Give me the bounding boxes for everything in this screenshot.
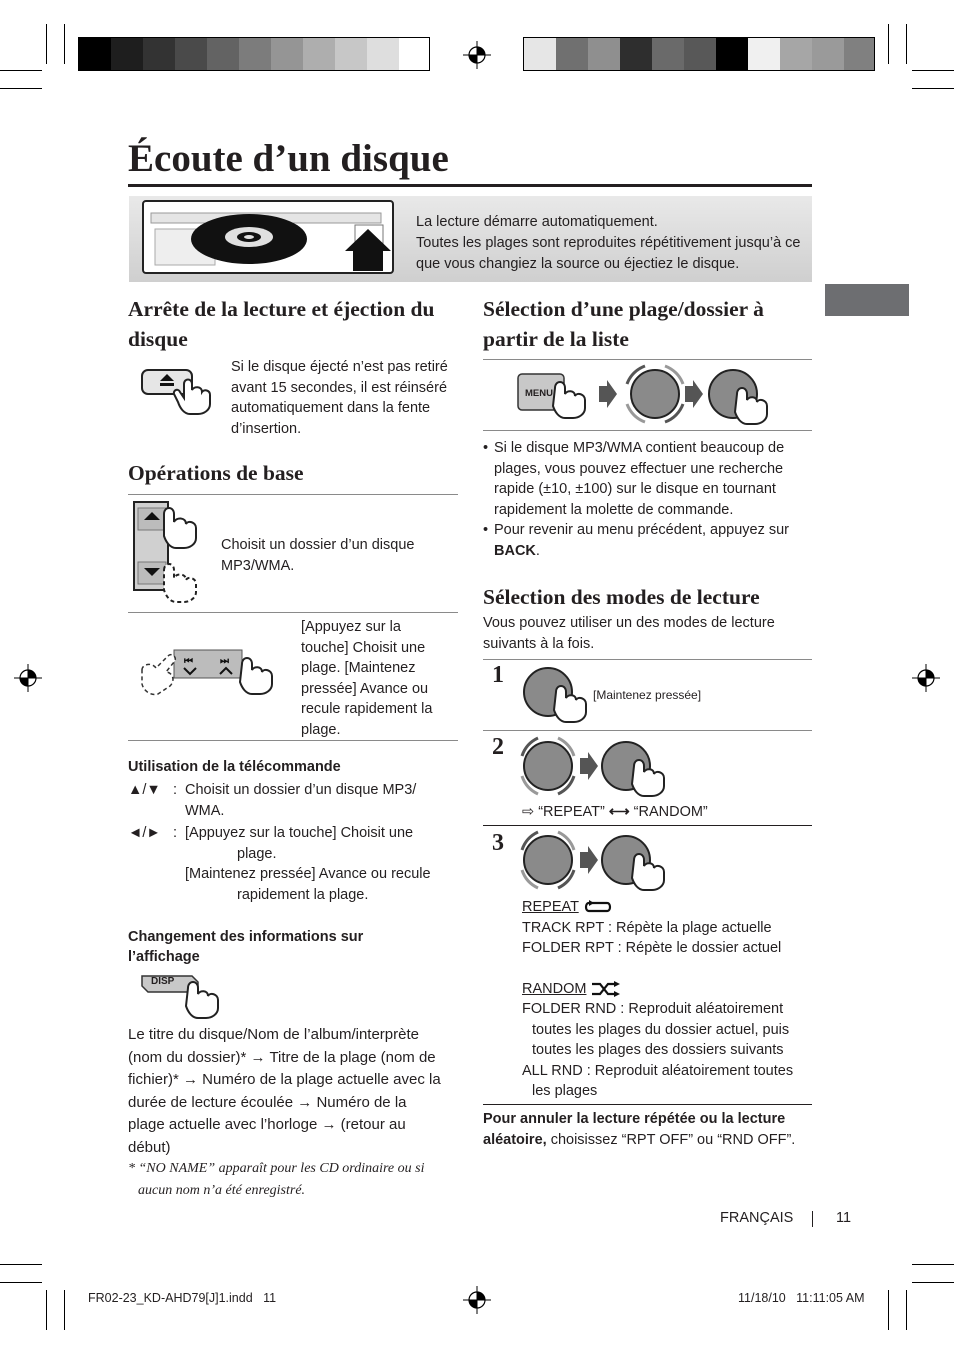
svg-text:⏮: ⏮ — [184, 656, 193, 667]
title-underline — [128, 184, 812, 187]
random-label: RANDOM — [522, 980, 587, 997]
remote-key-left-right: ◄/► — [128, 825, 161, 841]
gray-color-bar-left — [78, 37, 430, 71]
repeat-random-toggle — [522, 802, 708, 823]
list-select-bullet-1: Si le disque MP3/WMA contient beaucoup de plages, vous pouvez effectuer une recherche rapide (±10, ±100) sur le disque en tournant rapidement la molette de commande. — [494, 440, 785, 518]
shuffle-icon — [590, 981, 620, 997]
double-arrow-icon: ⟷ — [608, 804, 630, 820]
footer-file-name: FR02-23_KD-AHD79[J]1.indd 11 — [88, 1291, 277, 1305]
repeat-label: REPEAT — [522, 899, 579, 915]
intro-text-1: La lecture démarre automatiquement. — [416, 214, 658, 230]
language-tab — [825, 284, 909, 316]
open-arrow-icon: ⇨ — [522, 804, 535, 820]
remote-key-up-down: ▲/▼ — [128, 782, 161, 798]
random-option: “RANDOM” — [633, 804, 708, 820]
cancel-instruction: choisissez “RPT OFF” ou “RND OFF”. — [546, 1131, 796, 1148]
disp-button — [138, 970, 224, 1020]
intro-text-2: Toutes les plages sont reproduites répétitivement jusqu’à ce que vous changiez la source ou éjectiez le disque. — [416, 235, 801, 272]
repeat-icon — [583, 900, 613, 914]
step-1-number: 1 — [492, 662, 504, 688]
step-2-number: 2 — [492, 734, 504, 760]
disp-label: DISP — [151, 976, 175, 987]
footer-separator — [812, 1211, 813, 1227]
back-key-label: BACK — [494, 542, 536, 559]
eject-text: Si le disque éjecté n’est pas retiré avant 15 secondes, il est réinséré automatiquement dans la fente d’insertion. — [231, 359, 448, 437]
display-heading: Changement des informations sur l’affichage — [128, 929, 364, 965]
track-skip-button-icon — [138, 644, 278, 698]
remote-row2-text-a: [Appuyez sur la touche] Choisit une plage. — [185, 825, 414, 862]
page-number: 11 — [836, 1210, 852, 1226]
registration-mark-icon — [912, 664, 940, 692]
menu-sequence-illustration — [515, 364, 785, 426]
basic-ops-heading: Opérations de base — [128, 461, 304, 485]
random-folder: FOLDER RND : Reproduit aléatoirement toutes les plages du dossier actuel, puis toutes les plages des dossiers suivants — [522, 1001, 790, 1058]
display-footnote: * “NO NAME” apparaît pour les CD ordinaire ou si aucun nom n’a été enregistré. — [128, 1161, 425, 1198]
repeat-folder: FOLDER RPT : Répète le dossier actuel — [522, 940, 782, 956]
step-3-number: 3 — [492, 830, 504, 856]
control-dial-press-icon — [520, 664, 600, 724]
step-1-note: [Maintenez pressée] — [593, 688, 702, 702]
repeat-option: “REPEAT” — [538, 804, 605, 820]
svg-text:⏭: ⏭ — [220, 656, 229, 667]
list-select-bullet-2: Pour revenir au menu précédent, appuyez sur — [494, 522, 790, 538]
intro-panel — [129, 196, 812, 282]
remote-row2-text-b: [Maintenez pressée] Avance ou recule rapidement la plage. — [185, 866, 431, 903]
cd-player-illustration — [141, 199, 396, 277]
control-dial-turn-press-icon — [518, 736, 678, 798]
cancel-instruction-bold: Pour annuler la lecture répétée ou la lecture aléatoire, — [483, 1111, 786, 1148]
page-title: Écoute d’un disque — [128, 137, 449, 180]
folder-up-down-button-icon — [130, 500, 220, 604]
eject-button-icon — [140, 364, 220, 416]
gray-color-bar-right — [523, 37, 875, 71]
registration-mark-icon — [463, 1286, 491, 1314]
repeat-track: TRACK RPT : Répète la plage actuelle — [522, 919, 772, 936]
modes-intro: Vous pouvez utiliser un des modes de lecture suivants à la fois. — [483, 615, 775, 652]
list-select-heading: Sélection d’une plage/dossier à partir de la liste — [483, 297, 764, 351]
footer-timestamp: 11/18/10 11:11:05 AM — [738, 1291, 865, 1305]
menu-label: MENU — [525, 388, 553, 399]
modes-heading: Sélection des modes de lecture — [483, 585, 760, 609]
folder-select-text: Choisit un dossier d’un disque MP3/WMA. — [221, 537, 415, 574]
track-select-text: [Appuyez sur la touche] Choisit une plage. [Maintenez pressée] Avance ou recule rapidement la plage. — [301, 619, 433, 738]
display-sequence-text: Le titre du disque/Nom de l’album/interprète (nom du dossier)* → Titre de la plage (nom de fichier)* → Numéro de la plage actuelle avec la durée de lecture écoulée → Numéro de la plage actuelle avec l’horloge → (retour au début) — [128, 1026, 441, 1156]
random-all: ALL RND : Reproduit aléatoirement toutes les plages — [522, 1062, 794, 1099]
registration-mark-icon — [463, 41, 491, 69]
remote-row1-text: Choisit un dossier d’un disque MP3/ WMA. — [185, 782, 417, 819]
footer-language: FRANÇAIS — [720, 1210, 794, 1226]
remote-heading: Utilisation de la télécommande — [128, 759, 341, 775]
registration-mark-icon — [14, 664, 42, 692]
eject-heading: Arrête de la lecture et éjection du disque — [128, 297, 435, 351]
control-dial-turn-press-icon — [518, 830, 678, 892]
bullet-2-period: . — [535, 542, 540, 559]
